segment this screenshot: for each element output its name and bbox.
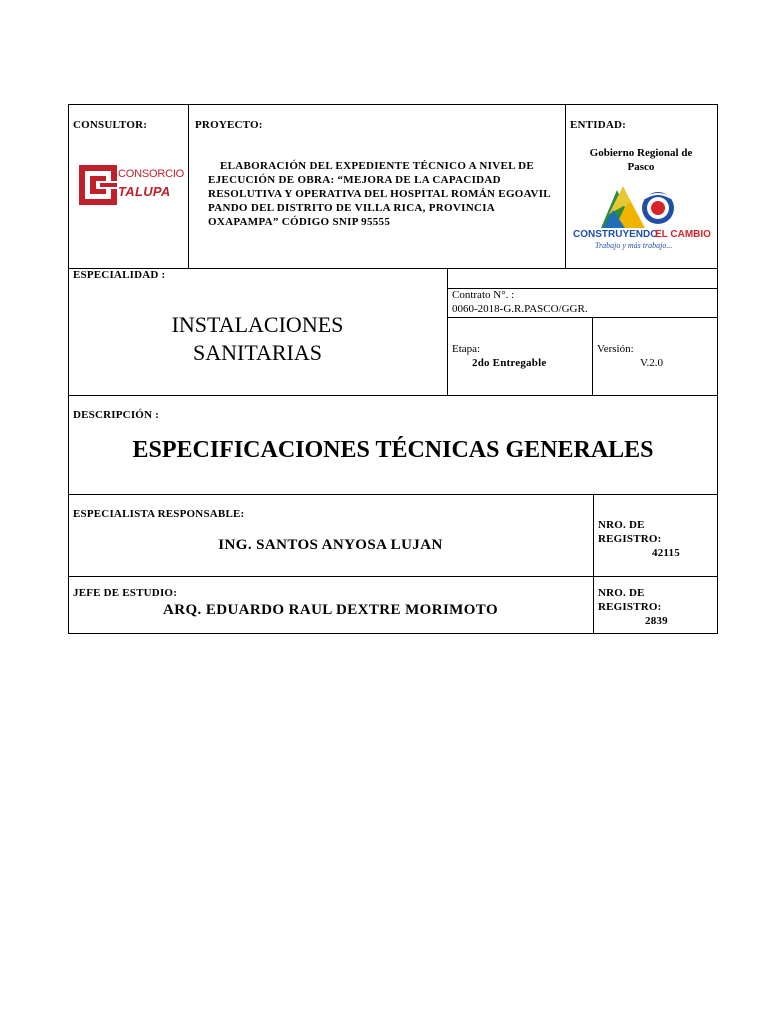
- version-value: V.2.0: [640, 357, 664, 369]
- proyecto-description: ELABORACIÓN DEL EXPEDIENTE TÉCNICO A NIVEL DE EJECUCIÓN DE OBRA: “MEJORA DE LA CAPACIDAD RESOLUTIVA Y OPERATIVA DEL HOSPITAL ROMÁN EGOAVIL PANDO DEL DISTRITO DE VILLA RICA, PROVINCIA OXAPAMPA” CÓDIGO SNIP 95555: [208, 160, 551, 228]
- especialista-reg-label1: NRO. DE: [598, 519, 645, 531]
- jefe-label: JEFE DE ESTUDIO:: [73, 587, 178, 599]
- contrato-label: Contrato N°. :: [452, 289, 515, 301]
- jefe-reg-value: 2839: [645, 615, 668, 627]
- border-right: [717, 104, 718, 634]
- divider-etapa-version: [592, 317, 593, 395]
- border-top: [68, 104, 718, 105]
- divider-row3: [68, 494, 718, 495]
- entidad-name-line2: Pasco: [627, 161, 655, 173]
- divider-col-consultor: [188, 104, 189, 269]
- entidad-logo-text2: EL CAMBIO: [655, 229, 711, 240]
- proyecto-label: PROYECTO:: [195, 119, 263, 131]
- especialista-reg-label2: REGISTRO:: [598, 533, 662, 545]
- divider-row4: [68, 576, 718, 577]
- proyecto-text: [208, 159, 558, 229]
- consorcio-talupa-logo: [78, 164, 184, 206]
- gobierno-regional-logo: [573, 184, 713, 254]
- entidad-logo-text1: CONSTRUYENDO: [573, 229, 659, 240]
- etapa-label: Etapa:: [452, 343, 481, 355]
- contrato-value: 0060-2018-G.R.PASCO/GGR.: [452, 303, 588, 315]
- entidad-name-line1: Gobierno Regional de: [589, 147, 693, 159]
- divider-contrato-bottom: [447, 317, 718, 318]
- jefe-reg-label1: NRO. DE: [598, 587, 645, 599]
- especialista-reg-value: 42115: [652, 547, 680, 559]
- entidad-logo-slogan: Trabajo y más trabajo...: [595, 241, 673, 250]
- especialidad-value-line2: SANITARIAS: [192, 340, 323, 365]
- consorcio-logo-line2: TALUPA: [118, 184, 171, 199]
- entidad-label: ENTIDAD:: [570, 119, 626, 131]
- descripcion-label: DESCRIPCIÓN :: [73, 409, 160, 421]
- jefe-name: ARQ. EDUARDO RAUL DEXTRE MORIMOTO: [162, 602, 499, 618]
- cover-sheet-table: [68, 104, 718, 634]
- divider-row1: [68, 268, 718, 269]
- etapa-value: 2do Entregable: [472, 357, 547, 369]
- border-left: [68, 104, 69, 634]
- consultor-label: CONSULTOR:: [73, 119, 148, 131]
- especialista-name: ING. SANTOS ANYOSA LUJAN: [218, 537, 443, 553]
- especialidad-label: ESPECIALIDAD :: [73, 269, 166, 281]
- descripcion-value: ESPECIFICACIONES TÉCNICAS GENERALES: [132, 437, 654, 463]
- version-label: Versión:: [597, 343, 634, 355]
- divider-row2: [68, 395, 718, 396]
- jefe-reg-label2: REGISTRO:: [598, 601, 662, 613]
- consorcio-logo-line1: CONSORCIO: [118, 168, 185, 180]
- especialista-label: ESPECIALISTA RESPONSABLE:: [73, 508, 245, 520]
- especialidad-value-line1: INSTALACIONES: [171, 312, 344, 337]
- divider-col-entidad: [565, 104, 566, 269]
- mountain-logo-icon: [573, 184, 713, 230]
- border-bottom: [68, 633, 718, 634]
- divider-col-registro: [593, 494, 594, 634]
